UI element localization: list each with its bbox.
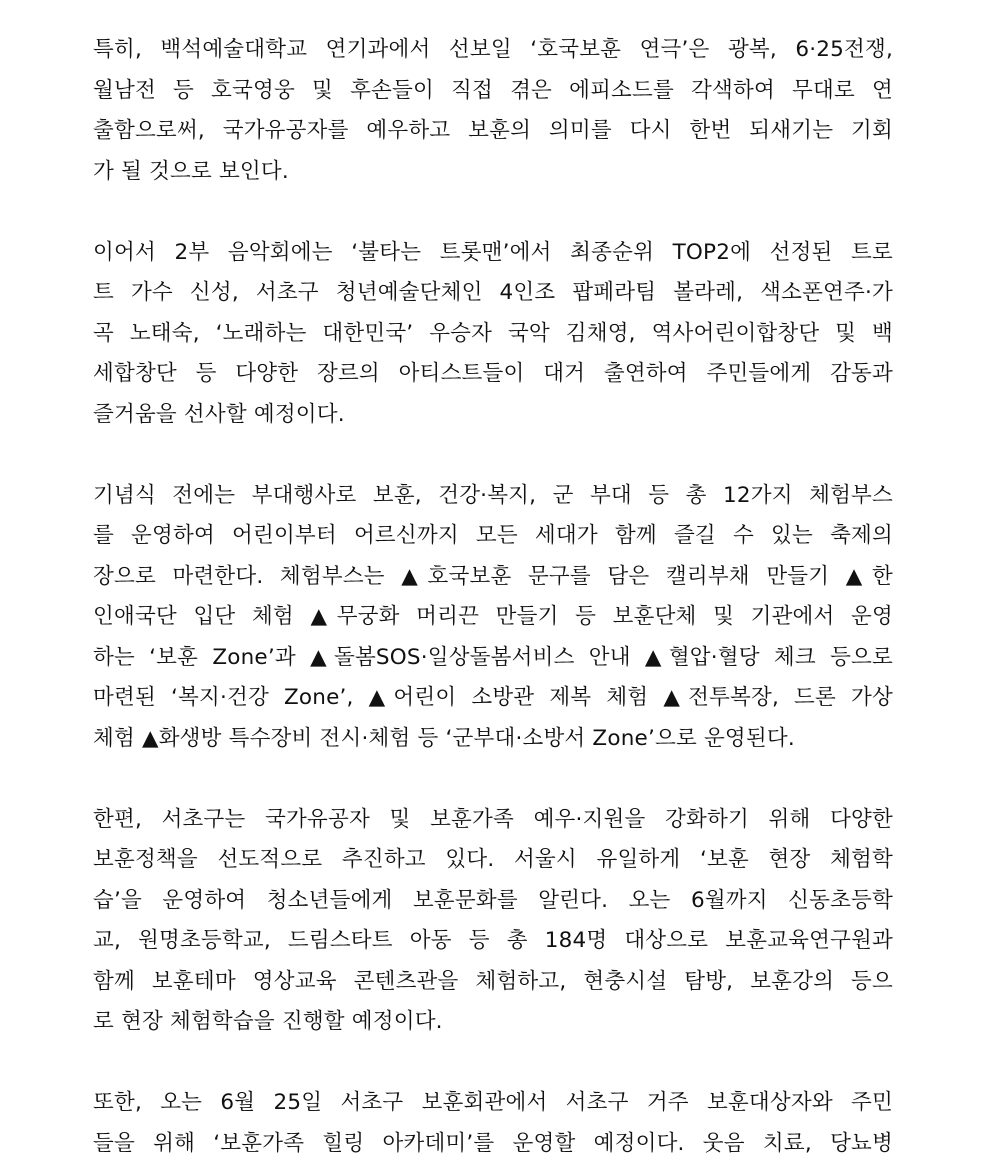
text-line: 보훈정책을 선도적으로 추진하고 있다. 서울시 유일하게 ‘보훈 현장 체험학 bbox=[93, 847, 893, 872]
paragraph-spacer bbox=[93, 759, 893, 800]
text-line: 한편, 서초구는 국가유공자 및 보훈가족 예우·지원을 강화하기 위해 다양한 bbox=[93, 806, 893, 832]
paragraph-opening-play bbox=[93, 30, 893, 192]
text-line: 특히, 백석예술대학교 연기과에서 선보일 ‘호국보훈 연극’은 광복, 6·25전쟁, bbox=[93, 37, 893, 62]
document-body bbox=[93, 30, 893, 1164]
text-line: 마련된 ‘복지·건강 Zone’, ▲어린이 소방관 제복 체험 ▲전투복장, 드론 가상 bbox=[93, 685, 893, 710]
paragraph-spacer bbox=[93, 1043, 893, 1084]
text-line: 트 가수 신성, 서초구 청년예술단체인 4인조 팝페라팀 볼라레, 색소폰연주·가 bbox=[93, 280, 893, 305]
text-line: 이어서 2부 음악회에는 ‘불타는 트롯맨’에서 최종순위 TOP2에 선정된 트로 bbox=[93, 239, 893, 265]
paragraph-booths bbox=[93, 476, 893, 760]
text-line: 세합창단 등 다양한 장르의 아티스트들이 대거 출연하여 주민들에게 감동과 bbox=[93, 361, 893, 386]
paragraph-spacer bbox=[93, 435, 893, 476]
paragraph-concert bbox=[93, 233, 893, 436]
text-line: 교, 원명초등학교, 드림스타트 아동 등 총 184명 대상으로 보훈교육연구원과 bbox=[93, 928, 893, 953]
paragraph-spacer bbox=[93, 192, 893, 233]
text-line: 기념식 전에는 부대행사로 보훈, 건강·복지, 군 부대 등 총 12가지 체험부스 bbox=[93, 482, 893, 508]
text-line: 즐거움을 선사할 예정이다. bbox=[93, 401, 345, 427]
text-line: 장으로 마련한다. 체험부스는 ▲호국보훈 문구를 담은 캘리부채 만들기 ▲한 bbox=[93, 563, 893, 589]
text-line: 들을 위해 ‘보훈가족 힐링 아카데미’를 운영할 예정이다. 웃음 치료, 당뇨병 bbox=[93, 1130, 893, 1156]
text-line: 습’을 운영하여 청소년들에게 보훈문화를 알린다. 오는 6월까지 신동초등학 bbox=[93, 887, 893, 913]
text-line: 곡 노태숙, ‘노래하는 대한민국’ 우승자 국악 김채영, 역사어린이합창단 및 백 bbox=[93, 320, 893, 346]
text-line: 인애국단 입단 체험 ▲무궁화 머리끈 만들기 등 보훈단체 및 기관에서 운영 bbox=[93, 604, 893, 629]
paragraph-academy bbox=[93, 1083, 893, 1164]
text-line: 를 운영하여 어린이부터 어르신까지 모든 세대가 함께 즐길 수 있는 축제의 bbox=[93, 523, 893, 548]
text-line: 체험 ▲화생방 특수장비 전시·체험 등 ‘군부대·소방서 Zone’으로 운영된다. bbox=[93, 725, 795, 751]
text-line: 함께 보훈테마 영상교육 콘텐츠관을 체험하고, 현충시설 탐방, 보훈강의 등으 bbox=[93, 968, 893, 994]
text-line: 월남전 등 호국영웅 및 후손들이 직접 겪은 에피소드를 각색하여 무대로 연 bbox=[93, 77, 893, 103]
text-line: 하는 ‘보훈 Zone’과 ▲돌봄SOS·일상돌봄서비스 안내 ▲혈압·혈당 체크 등으로 bbox=[93, 644, 893, 670]
text-line: 가 될 것으로 보인다. bbox=[93, 158, 289, 184]
text-line: 또한, 오는 6월 25일 서초구 보훈회관에서 서초구 거주 보훈대상자와 주민 bbox=[93, 1090, 893, 1115]
text-line: 로 현장 체험학습을 진행할 예정이다. bbox=[93, 1009, 443, 1034]
paragraph-policy bbox=[93, 800, 893, 1043]
text-line: 출함으로써, 국가유공자를 예우하고 보훈의 의미를 다시 한번 되새기는 기회 bbox=[93, 118, 893, 143]
